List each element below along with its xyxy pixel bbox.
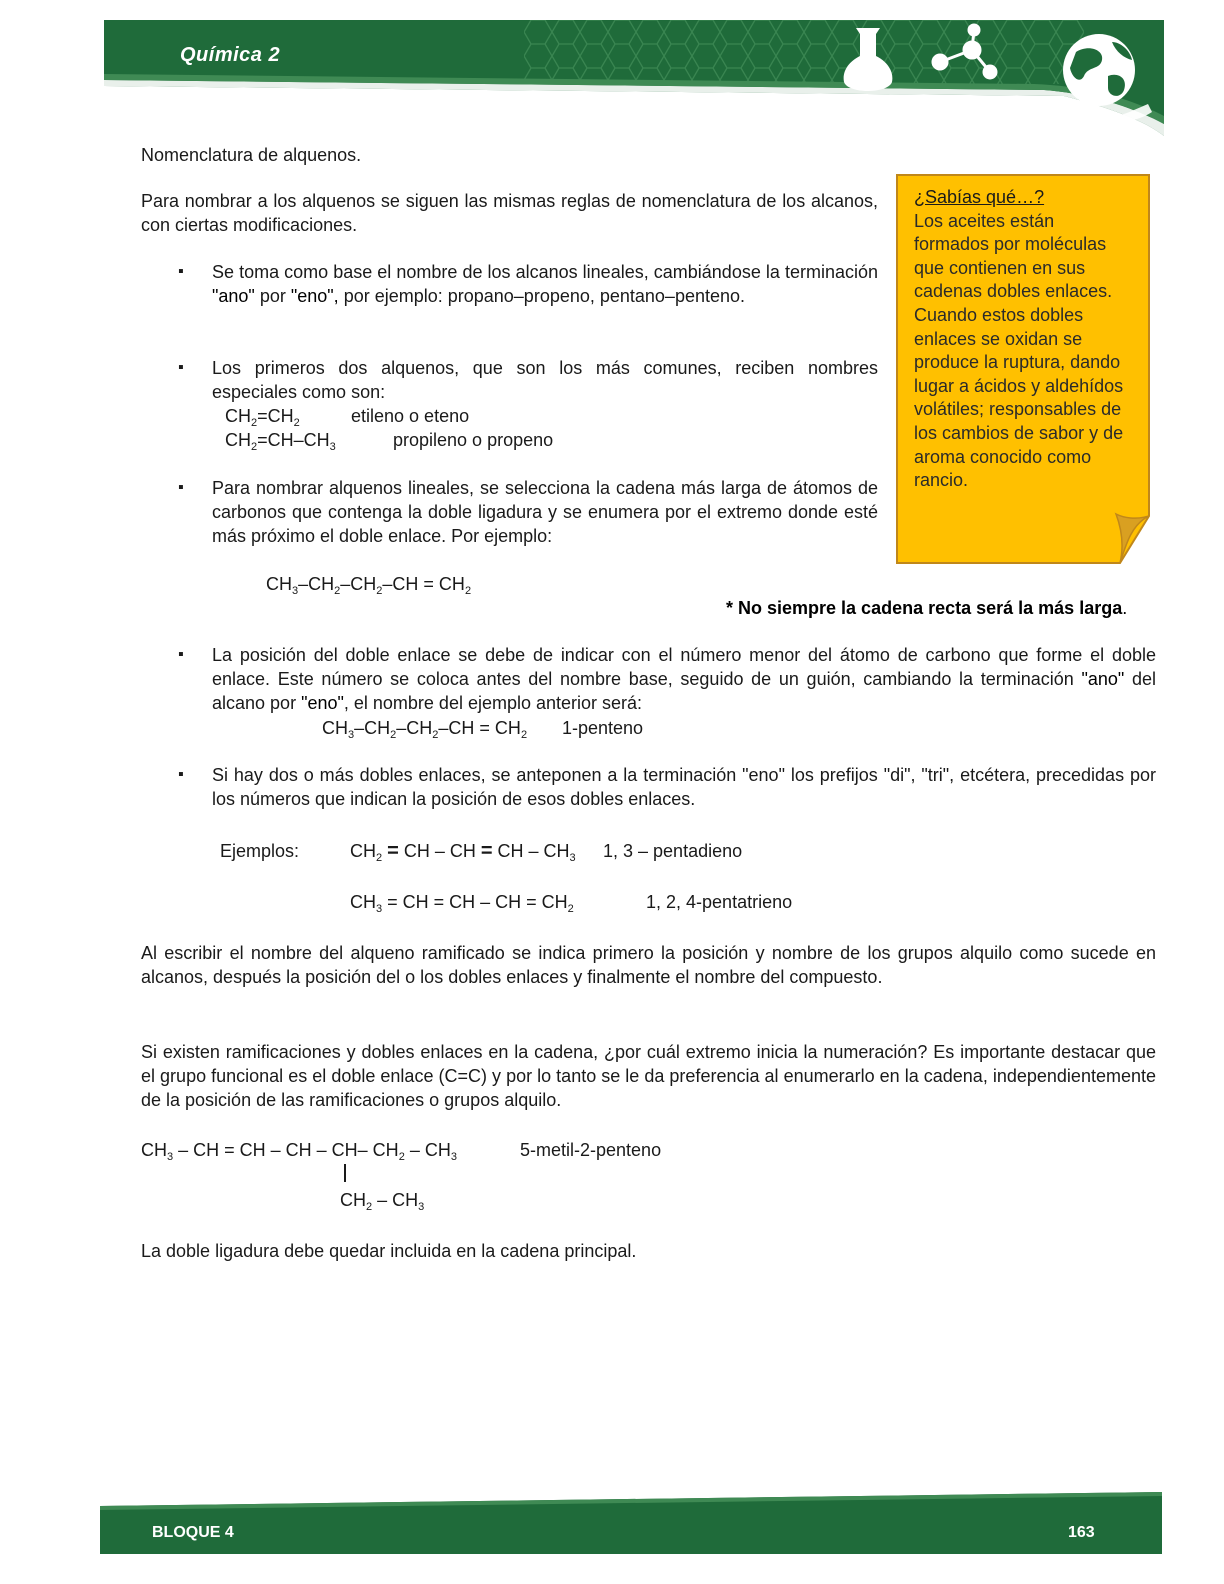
name-pentatriene: 1, 2, 4-pentatrieno [646,892,793,912]
section-heading: Nomenclatura de alquenos. [141,145,362,165]
bullet-1-post: por ejemplo: propano–propeno, pentano–penteno. [343,286,746,306]
bullet-3: Para nombrar alquenos lineales, se selecciona la cadena más larga de átomos de carbonos que contenga la doble ligadura y se enumera por el extremo donde esté más próximo el doble enlace. Por ejemplo: [212,478,878,546]
footer-block-label: BLOQUE 4 [152,1524,234,1541]
formula-pentadiene: $CH_2$ = CH – CH = CH – $CH_3$ [350,840,576,864]
formula-branch-ethyl: $CH_2 - CH_3$ [340,1190,425,1213]
bullet-4-mid: del alcano por [212,669,1156,713]
name-1-pentene: 1-penteno [562,718,644,738]
branch-bond [344,1164,346,1187]
header-title: Química 2 [180,44,281,66]
bullet-4-ano: "ano" [1081,669,1125,689]
bullet-2: Los primeros dos alquenos, que son los más comunes, reciben nombres especiales como son: [212,358,878,402]
ethylene-name: etileno o eteno [351,406,470,426]
formula-ethylene: $CH_2=CH_2$ [225,406,300,429]
examples-label: Ejemplos: [220,841,300,861]
intro-paragraph: Para nombrar a los alquenos se siguen las mismas reglas de nomenclatura de los alcanos, con ciertas modificaciones. [141,191,878,235]
formula-branched-main: $CH_3$ – CH = CH – CH – CH– $CH_2 - CH_3$ [141,1140,457,1163]
paragraph-priority: Si existen ramificaciones y dobles enlaces en la cadena, ¿por cuál extremo inicia la numeración? Es importante destacar que el grupo funcional es el doble enlace (C=C) y por lo tanto se le da preferencia al enumerarlo en la cadena, independientemente de la posición de las ramificaciones o grupos alquilo. [141,1042,1156,1110]
bullet-marker: ▪ [178,646,184,663]
bullet-4-pre: La posición del doble enlace se debe de indicar con el número menor del átomo de carbono que forme el doble enlace. Este número se coloca antes del nombre base, seguido de un guión, cambiando la terminación [212,645,1156,689]
closing-sentence: La doble ligadura debe quedar incluida en la cadena principal. [141,1241,637,1261]
bullet-marker: ▪ [178,359,184,376]
bullet-4-eno: "eno" [301,693,344,713]
page-number: 163 [1068,1524,1095,1541]
header-graphic [104,20,1164,136]
longest-chain-note [726,596,1127,620]
longest-chain-note-text: * No siempre la cadena recta será la más larga [726,598,1123,618]
header-banner [104,20,1164,136]
bullet-1-eno: "eno", [290,286,339,306]
formula-1-pentene: $CH_3-CH_2-CH_2-CH = CH_2$ [322,718,528,741]
bullet-5: Si hay dos o más dobles enlaces, se anteponen a la terminación "eno" los prefijos "di", "tri", etcétera, precedidas por los números que indican la posición de esos dobles enlaces. [212,765,1156,809]
footer-graphic [100,1492,1162,1554]
note-content [914,186,1134,493]
bullet-4-post: , el nombre del ejemplo anterior será: [343,693,643,713]
name-pentadiene: 1, 3 – pentadieno [603,841,743,861]
longest-chain-note-period: . [1122,598,1128,618]
formula-propylene: $CH_2=CH-CH_3$ [225,430,336,453]
bullet-1-ano: "ano" [212,286,255,306]
formula-pentatriene: $CH_3$ = CH = CH – CH = $CH_2$ [350,892,574,915]
footer-banner [100,1492,1162,1554]
bullet-1 [212,260,878,308]
bullet-marker: ▪ [178,479,184,496]
bullet-1-por: por [259,286,286,306]
globe-icon [1063,34,1135,106]
note-body: Los aceites están formados por moléculas que contienen en sus cadenas dobles enlaces. Cuando estos dobles enlaces se oxidan se produce la ruptura, dando lugar a ácidos y aldehídos volátiles; responsables de los cambios de sabor y de aroma conocido como rancio. [914,210,1124,491]
bullet-1-pre: Se toma como base el nombre de los alcanos lineales, cambiándose la terminación [212,262,878,282]
note-title: ¿Sabías qué…? [914,187,1045,207]
bullet-marker: ▪ [178,766,184,783]
bullet-4 [212,643,1156,715]
formula-pentene: $CH_3-CH_2-CH_2-CH = CH_2$ [266,574,472,597]
bullet-marker: ▪ [178,263,184,280]
propylene-name: propileno o propeno [393,430,554,450]
paragraph-branched: Al escribir el nombre del alqueno ramificado se indica primero la posición y nombre de los grupos alquilo como sucede en alcanos, después la posición del o los dobles enlaces y finalmente el nombre del compuesto. [141,943,1156,987]
name-branched: 5-metil-2-penteno [520,1140,662,1160]
